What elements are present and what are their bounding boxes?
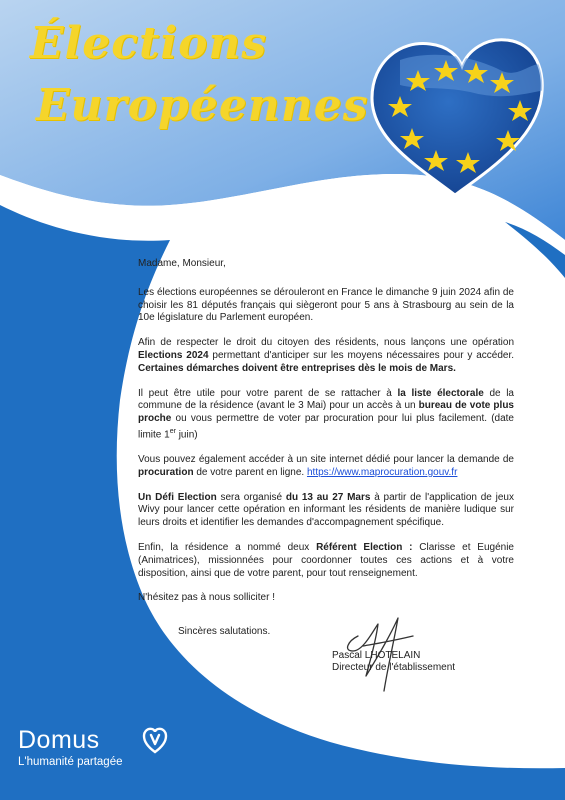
greeting: Madame, Monsieur, — [138, 258, 226, 269]
bold-segment: du 13 au 27 Mars — [285, 491, 371, 503]
closing: Sincères salutations. — [178, 626, 271, 637]
paragraph-intro: Les élections européennes se dérouleront en France le dimanche 9 juin 2024 afin de choisir les 81 députés français qui siègeront pour 5 ans à Strasbourg au sein de la 10e législature du Parlement européen. — [138, 286, 514, 324]
text-segment: de votre parent en ligne. — [193, 466, 307, 478]
signer-name: Pascal LHOTELAIN — [332, 650, 421, 661]
text-segment: à partir de l'application de jeux Wivy pour lancer cette opération en informant les résidents de manière ludique sur leurs droits et identifier les demandes d'accompagnement spécifique. — [138, 491, 514, 529]
paragraph-contact: N'hésitez pas à nous solliciter ! — [138, 592, 275, 604]
text-segment: Enfin, la résidence a nommé deux — [138, 542, 317, 554]
signer-title: Directeur de l'établissement — [332, 662, 456, 673]
text-segment: Clarisse et Eugénie (Animatrices), missionnées pour coordonner toutes ces actions et à votre disposition, ainsi que de votre parent, pour tout renseignement. — [138, 542, 514, 579]
text-segment: de la commune de la résidence (avant le 3 Mai) pour un accès à un — [138, 387, 514, 412]
bold-segment: la liste électorale — [397, 387, 484, 399]
brand-tagline: L'humanité partagée — [18, 756, 123, 768]
brand-name: Domus — [18, 726, 100, 754]
text-segment: permettant d'anticiper sur les moyens nécessaires pour y accéder. — [208, 349, 514, 361]
paragraph-challenge — [138, 492, 514, 530]
bold-segment: Certaines démarches doivent être entreprises dès le mois de Mars. — [138, 362, 456, 374]
signer-block — [332, 650, 455, 674]
letter-body — [138, 258, 514, 617]
paragraph-operation — [138, 337, 514, 375]
paragraph-referents — [138, 542, 514, 580]
paragraph-proxy — [138, 454, 514, 480]
title-line-1: Élections — [30, 18, 268, 69]
bold-segment: Elections 2024 — [138, 349, 209, 361]
text-segment: Afin de respecter le droit du citoyen des résidents, nous lançons une opération — [138, 337, 514, 349]
bold-segment: Référent Election : — [316, 542, 413, 554]
bold-segment: bureau de vote plus proche — [138, 400, 514, 425]
domusvi-logo-icon — [142, 726, 168, 754]
text-segment: Vous pouvez également accéder à un site internet dédié pour lancer la demande de — [138, 454, 514, 466]
title-line-2: Européennes — [36, 80, 369, 131]
text-segment: Il peut être utile pour votre parent de se rattacher à — [138, 387, 398, 399]
text-segment: ou vous permettre de voter par procuration pour lui plus facilement. (date limite 1 — [138, 413, 514, 441]
bold-segment: Un Défi Election — [138, 491, 217, 503]
text-segment: sera organisé — [216, 491, 286, 503]
superscript: er — [169, 427, 176, 435]
paragraph-electoral-list — [138, 388, 514, 443]
text-segment: juin) — [175, 429, 198, 441]
bold-segment: procuration — [138, 466, 194, 478]
procuration-link[interactable]: https://www.maprocuration.gouv.fr — [306, 466, 458, 478]
